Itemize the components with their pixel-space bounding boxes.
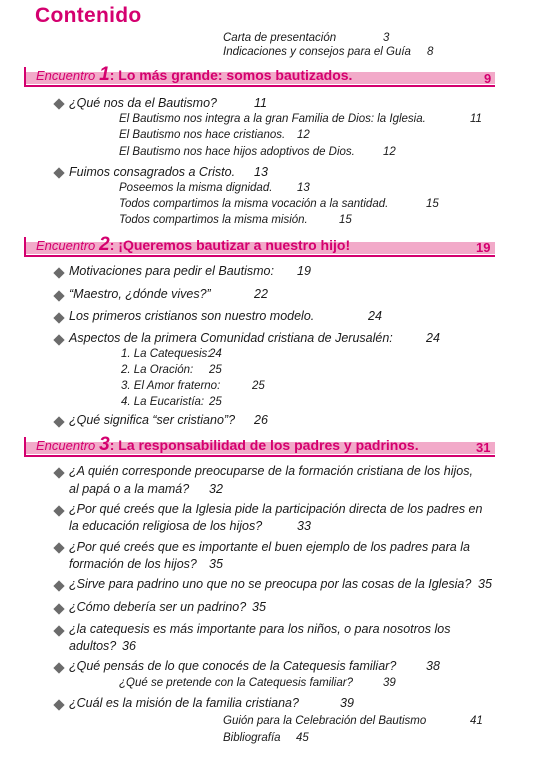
toc-entry-text: Bibliografía: [223, 732, 281, 744]
toc-question: ¿Cuál es la misión de la familia cristiana?: [69, 696, 299, 710]
toc-question: ¿Sirve para padrino uno que no se preocupa por las cosas de la Iglesia?: [69, 577, 472, 591]
toc-page: 15: [426, 198, 439, 210]
bullet-diamond-icon: [53, 542, 64, 553]
toc-page: 35: [209, 557, 223, 571]
toc-page: 36: [122, 639, 136, 653]
toc-page: 13: [297, 182, 310, 194]
toc-page: 22: [254, 287, 268, 301]
toc-page: 12: [383, 146, 396, 158]
toc-question: Motivaciones para pedir el Bautismo:: [69, 264, 274, 278]
bullet-diamond-icon: [53, 467, 64, 478]
toc-entry-page: 45: [296, 732, 309, 744]
toc-page: 33: [297, 519, 311, 533]
toc-page: 12: [297, 129, 310, 141]
toc-subentry: El Bautismo nos hace cristianos.: [119, 129, 286, 141]
bullet-diamond-icon: [53, 334, 64, 345]
encuentro-title: : Lo más grande: somos bautizados.: [109, 67, 353, 83]
toc-page: 11: [470, 113, 482, 125]
toc-question: ¿Qué pensás de lo que conocés de la Catequesis familiar?: [69, 659, 397, 673]
toc-page: 32: [209, 482, 223, 496]
toc-entry-text: Carta de presentación: [223, 32, 337, 44]
bullet-diamond-icon: [53, 662, 64, 673]
toc-page: 15: [339, 214, 352, 226]
encuentro-page: 9: [484, 71, 492, 86]
toc-question: ¿la catequesis es más importante para los niños, o para nosotros los: [69, 622, 451, 636]
toc-subentry: Todos compartimos la misma vocación a la santidad.: [119, 198, 389, 210]
encuentro-number: 2: [99, 234, 110, 255]
toc-question: ¿Qué significa “ser cristiano”?: [69, 413, 236, 427]
toc-page: 19: [297, 264, 311, 278]
toc-question: ¿Por qué creés que es importante el buen ejemplo de los padres para la: [69, 540, 470, 554]
toc-subentry: Todos compartimos la misma misión.: [119, 214, 308, 226]
toc-page: 35: [252, 600, 266, 614]
toc-page: 39: [340, 696, 354, 710]
toc-question: Los primeros cristianos son nuestro modelo.: [69, 309, 315, 323]
toc-page: 26: [254, 413, 268, 427]
toc-question: ¿Cómo debería ser un padrino?: [69, 600, 247, 614]
toc-page: 25: [252, 380, 265, 392]
toc-question-cont: la educación religiosa de los hijos?: [69, 519, 263, 533]
toc-entry-text: Guión para la Celebración del Bautismo: [223, 715, 427, 727]
toc-subentry: El Bautismo nos hace hijos adoptivos de Dios.: [119, 146, 355, 158]
toc-question: ¿Por qué creés que la Iglesia pide la participación directa de los padres en: [69, 502, 483, 516]
toc-page: 38: [426, 659, 440, 673]
toc-subentry: ¿Qué se pretende con la Catequesis familiar?: [119, 677, 353, 689]
encuentro-title: : ¡Queremos bautizar a nuestro hijo!: [109, 237, 351, 253]
toc-question: Fuimos consagrados a Cristo.: [69, 165, 236, 179]
encuentro-label: Encuentro: [36, 68, 96, 83]
toc-subentry: 2. La Oración:: [121, 364, 194, 376]
toc-entry-text: Indicaciones y consejos para el Guía: [223, 46, 411, 58]
toc-subentry: El Bautismo nos integra a la gran Familia de Dios: la Iglesia.: [119, 113, 426, 125]
encuentro-heading: [36, 434, 419, 456]
toc-page: 24: [426, 331, 440, 345]
toc-subentry: 3. El Amor fraterno:: [121, 380, 221, 392]
encuentro-page: 19: [476, 240, 491, 255]
bullet-diamond-icon: [53, 505, 64, 516]
bullet-diamond-icon: [53, 267, 64, 278]
toc-subentry: 4. La Eucaristía:: [121, 396, 205, 408]
toc-page: 35: [478, 577, 492, 591]
bullet-diamond-icon: [53, 290, 64, 301]
toc-page: 39: [383, 677, 396, 689]
bullet-diamond-icon: [53, 167, 64, 178]
bullet-diamond-icon: [53, 603, 64, 614]
encuentro-title: : La responsabilidad de los padres y padrinos.: [109, 437, 419, 453]
bullet-diamond-icon: [53, 699, 64, 710]
encuentro-number: 1: [99, 64, 110, 85]
encuentro-label: Encuentro: [36, 238, 96, 253]
encuentro-number: 3: [99, 434, 110, 455]
toc-question: ¿A quién corresponde preocuparse de la formación cristiana de los hijos,: [69, 464, 473, 478]
toc-page: 25: [209, 396, 222, 408]
toc-question: “Maestro, ¿dónde vives?”: [69, 287, 211, 301]
toc-question-cont: formación de los hijos?: [69, 557, 197, 571]
toc-subentry: 1. La Catequesis:: [121, 348, 211, 360]
toc-page: 24: [209, 348, 222, 360]
bullet-diamond-icon: [53, 416, 64, 427]
toc-question-cont: adultos?: [69, 639, 117, 653]
page-title: Contenido: [35, 4, 142, 27]
toc-question: ¿Qué nos da el Bautismo?: [69, 96, 217, 110]
toc-page: 25: [209, 364, 222, 376]
toc-question: Aspectos de la primera Comunidad cristiana de Jerusalén:: [69, 331, 393, 345]
bullet-diamond-icon: [53, 580, 64, 591]
toc-page: 13: [254, 165, 268, 179]
encuentro-heading: [36, 64, 352, 86]
encuentro-heading: [36, 234, 350, 256]
toc-entry-page: 3: [383, 32, 390, 44]
encuentro-label: Encuentro: [36, 438, 96, 453]
toc-entry-page: 8: [427, 46, 434, 58]
bullet-diamond-icon: [53, 625, 64, 636]
toc-subentry: Poseemos la misma dignidad.: [119, 182, 273, 194]
toc-question-cont: al papá o a la mamá?: [69, 482, 190, 496]
bullet-diamond-icon: [53, 98, 64, 109]
toc-entry-page: 41: [470, 715, 483, 727]
bullet-diamond-icon: [53, 312, 64, 323]
encuentro-page: 31: [476, 440, 491, 455]
toc-page: 24: [368, 309, 382, 323]
toc-page: 11: [254, 96, 267, 110]
